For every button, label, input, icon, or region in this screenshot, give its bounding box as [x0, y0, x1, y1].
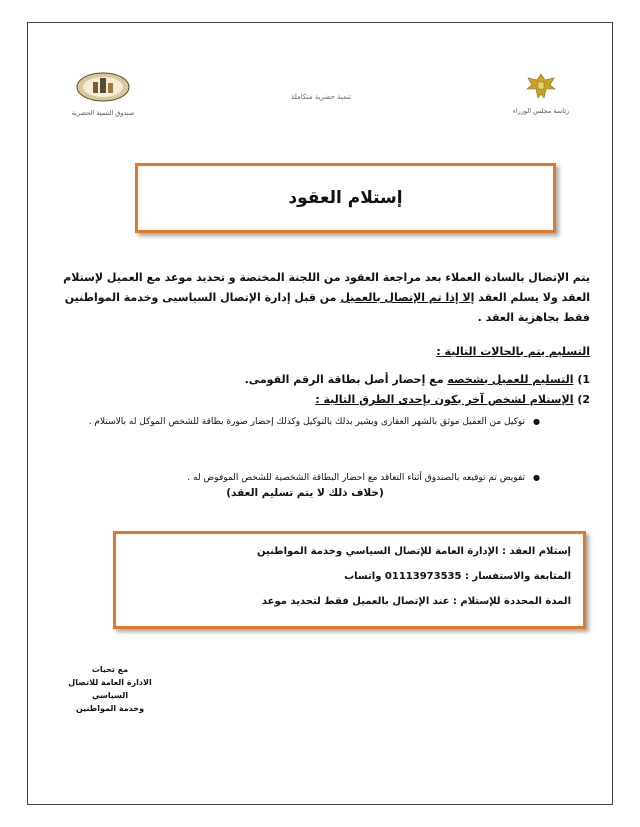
urban-fund-logo-icon: [75, 71, 131, 103]
bullet-text: تفويض تم توقيعه بالصندوق أثناء التعاقد مع احضار البطاقة الشخصية للشخص الموفوض له .: [187, 473, 526, 483]
page-title: إستلام العقود: [288, 188, 403, 208]
bullet-item: [70, 469, 540, 487]
intro-paragraph: [50, 268, 590, 328]
item-underlined: الإستلام لشخص آخر يكون بإحدى الطرق التالية :: [315, 393, 574, 406]
info-receipt-line: إستلام العقد : الإدارة العامة للإتصال السياسي وخدمة المواطنين: [256, 546, 571, 557]
cases-heading: [50, 345, 590, 358]
info-period-line: المدة المحددة للإستلام : عند الإتصال بالعميل فقط لتحديد موعد: [261, 596, 571, 607]
bullet-dot-icon: ●: [533, 473, 540, 482]
intro-underlined: إلا إذا تم الإتصال بالعميل: [340, 291, 475, 304]
cases-heading-text: التسليم يتم بالحالات التالية :: [436, 345, 590, 358]
signature-dept: الادارة العامة للاتصال السياسي: [68, 678, 152, 700]
bullet-text: توكيل من العميل موثق بالشهر العقارى ويشير بذلك بالتوكيل وكذلك إحضار صورة بطاقة للشخص الموكل له بالاستلام .: [88, 417, 526, 427]
signature-dept-2: وخدمة المواطنين: [75, 704, 145, 713]
bullet-note: (خلاف ذلك لا يتم تسليم العقد): [226, 487, 384, 499]
letterhead-slogan: تنمية حضرية متكاملة: [290, 93, 352, 101]
item-underlined: التسليم للعميل بشخصه: [447, 373, 574, 386]
intro-text-2: من قبل إدارة الإتصال السياسيى وخدمة المواطنين فقط بجاهزية العقد .: [64, 291, 590, 324]
item-number: 2): [577, 393, 590, 406]
item-number: 1): [577, 373, 590, 386]
intro-text-1: يتم الإتصال بالسادة العملاء بعد مراجعة العقود من اللجنة المختصة و تحديد موعد مع العميل لإستلام العقد ولا يسلم العقد: [63, 271, 590, 304]
bullet-dot-icon: ●: [533, 417, 540, 426]
info-contact-line: المتابعة والاستفسار : 01113973535 واتساب: [344, 571, 571, 582]
list-item: [50, 373, 590, 386]
bullet-item: [70, 413, 540, 431]
fund-logo: [58, 71, 148, 117]
signature-block: [50, 663, 170, 715]
item-rest: مع إحضار أصل بطاقة الرقم القومى.: [244, 373, 448, 386]
info-box: [113, 531, 586, 629]
title-frame: [135, 163, 556, 233]
signature-greeting: مع تحيات: [91, 665, 129, 674]
letterhead: [28, 71, 614, 131]
list-item: [50, 393, 590, 406]
cabinet-logo-caption: رئاسة مجلس الوزراء: [512, 107, 570, 115]
fund-logo-caption: صندوق التنمية الحضرية: [71, 109, 135, 117]
